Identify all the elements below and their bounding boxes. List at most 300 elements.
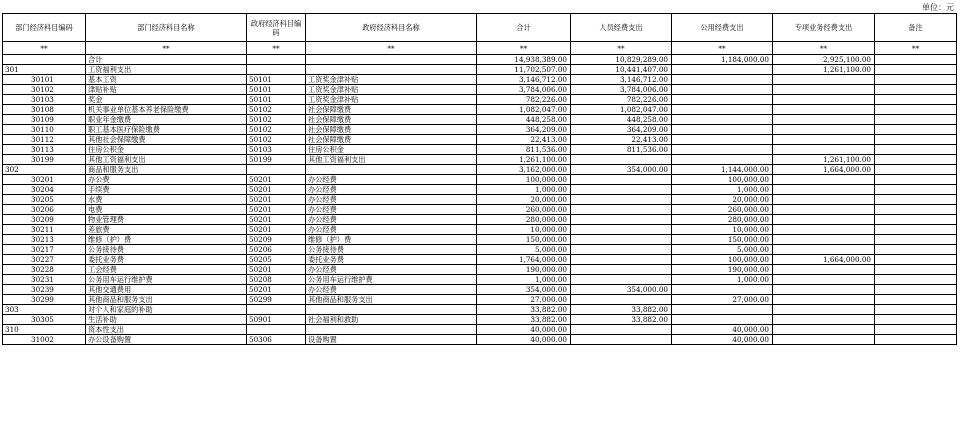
marker-cell: ** <box>306 42 477 55</box>
note-cell <box>875 295 957 305</box>
special-cell <box>773 205 875 215</box>
gov-name-cell: 办公经费 <box>306 175 477 185</box>
dept-name-cell: 职工基本医疗保险缴费 <box>86 125 247 135</box>
table-row <box>3 245 957 255</box>
public-cell: 100,000.00 <box>672 255 773 265</box>
total-cell: 1,000.00 <box>477 185 571 195</box>
dept-name-cell: 其他社会保障缴费 <box>86 135 247 145</box>
dept-code-cell: 30211 <box>3 225 86 235</box>
dept-name-cell: 公务用车运行维护费 <box>86 275 247 285</box>
note-cell <box>875 195 957 205</box>
gov-code-cell: 50201 <box>247 175 306 185</box>
dept-code-cell: 30103 <box>3 95 86 105</box>
personnel-cell <box>571 185 672 195</box>
dept-name-cell: 其他商品和服务支出 <box>86 295 247 305</box>
table-row <box>3 215 957 225</box>
dept-name-cell: 电费 <box>86 205 247 215</box>
note-cell <box>875 315 957 325</box>
note-cell <box>875 245 957 255</box>
table-row <box>3 315 957 325</box>
gov-name-cell: 社会福利和救助 <box>306 315 477 325</box>
header-note: 备注 <box>875 14 957 42</box>
dept-code-cell: 30299 <box>3 295 86 305</box>
dept-name-cell: 资本性支出 <box>86 325 247 335</box>
dept-code-cell: 30217 <box>3 245 86 255</box>
dept-code-cell: 30204 <box>3 185 86 195</box>
marker-cell: ** <box>247 42 306 55</box>
table-row <box>3 165 957 175</box>
header-public: 公用经费支出 <box>672 14 773 42</box>
public-cell: 1,144,000.00 <box>672 165 773 175</box>
personnel-cell: 22,413.00 <box>571 135 672 145</box>
personnel-cell: 3,784,006.00 <box>571 85 672 95</box>
total-cell: 782,226.00 <box>477 95 571 105</box>
marker-cell: ** <box>875 42 957 55</box>
dept-name-cell: 维修（护）费 <box>86 235 247 245</box>
public-cell: 20,000.00 <box>672 195 773 205</box>
gov-code-cell: 50101 <box>247 75 306 85</box>
dept-code-cell: 30206 <box>3 205 86 215</box>
table-row <box>3 225 957 235</box>
personnel-cell: 10,829,289.00 <box>571 55 672 65</box>
gov-code-cell: 50102 <box>247 105 306 115</box>
header-personnel: 人员经费支出 <box>571 14 672 42</box>
expenditure-table <box>2 13 957 345</box>
dept-name-cell: 工会经费 <box>86 265 247 275</box>
table-row <box>3 295 957 305</box>
total-cell: 40,000.00 <box>477 325 571 335</box>
note-cell <box>875 55 957 65</box>
dept-name-cell: 水费 <box>86 195 247 205</box>
total-cell: 40,000.00 <box>477 335 571 345</box>
gov-name-cell: 其他工资福利支出 <box>306 155 477 165</box>
table-row <box>3 65 957 75</box>
note-cell <box>875 335 957 345</box>
gov-name-cell: 社会保障缴费 <box>306 115 477 125</box>
dept-code-cell: 31002 <box>3 335 86 345</box>
header-gov-code: 政府经济科目编码 <box>247 14 306 42</box>
total-cell: 33,882.00 <box>477 315 571 325</box>
gov-code-cell: 50201 <box>247 185 306 195</box>
public-cell <box>672 115 773 125</box>
special-cell: 2,925,100.00 <box>773 55 875 65</box>
gov-name-cell: 办公经费 <box>306 185 477 195</box>
public-cell <box>672 105 773 115</box>
table-row <box>3 55 957 65</box>
note-cell <box>875 215 957 225</box>
special-cell <box>773 325 875 335</box>
total-cell: 150,000.00 <box>477 235 571 245</box>
dept-code-cell: 30112 <box>3 135 86 145</box>
dept-code-cell: 30227 <box>3 255 86 265</box>
special-cell <box>773 265 875 275</box>
table-row <box>3 205 957 215</box>
total-cell: 5,000.00 <box>477 245 571 255</box>
personnel-cell <box>571 295 672 305</box>
personnel-cell <box>571 235 672 245</box>
note-cell <box>875 265 957 275</box>
dept-name-cell: 商品和服务支出 <box>86 165 247 175</box>
note-cell <box>875 75 957 85</box>
public-cell <box>672 315 773 325</box>
gov-code-cell: 50102 <box>247 125 306 135</box>
total-cell: 260,000.00 <box>477 205 571 215</box>
dept-name-cell: 办公设备购置 <box>86 335 247 345</box>
personnel-cell: 3,146,712.00 <box>571 75 672 85</box>
note-cell <box>875 175 957 185</box>
gov-name-cell <box>306 65 477 75</box>
table-row <box>3 235 957 245</box>
gov-name-cell: 公务用车运行维护费 <box>306 275 477 285</box>
public-cell: 190,000.00 <box>672 265 773 275</box>
dept-code-cell: 30109 <box>3 115 86 125</box>
marker-cell: ** <box>3 42 86 55</box>
table-row <box>3 275 957 285</box>
special-cell <box>773 195 875 205</box>
gov-code-cell: 50306 <box>247 335 306 345</box>
gov-name-cell: 办公经费 <box>306 205 477 215</box>
table-row <box>3 265 957 275</box>
total-cell: 1,000.00 <box>477 275 571 285</box>
dept-code-cell: 301 <box>3 65 86 75</box>
gov-name-cell <box>306 165 477 175</box>
dept-name-cell: 对个人和家庭的补助 <box>86 305 247 315</box>
public-cell <box>672 155 773 165</box>
total-cell: 364,209.00 <box>477 125 571 135</box>
dept-name-cell: 生活补助 <box>86 315 247 325</box>
public-cell <box>672 75 773 85</box>
public-cell: 10,000.00 <box>672 225 773 235</box>
note-cell <box>875 275 957 285</box>
unit-label: 单位：元 <box>922 3 954 12</box>
marker-cell: ** <box>86 42 247 55</box>
special-cell <box>773 115 875 125</box>
gov-code-cell <box>247 305 306 315</box>
total-cell: 20,000.00 <box>477 195 571 205</box>
personnel-cell <box>571 325 672 335</box>
table-row <box>3 155 957 165</box>
gov-name-cell: 社会保障缴费 <box>306 135 477 145</box>
dept-name-cell: 办公费 <box>86 175 247 185</box>
gov-name-cell: 其他商品和服务支出 <box>306 295 477 305</box>
dept-code-cell: 30205 <box>3 195 86 205</box>
dept-code-cell: 30231 <box>3 275 86 285</box>
public-cell: 1,000.00 <box>672 185 773 195</box>
gov-code-cell: 50201 <box>247 215 306 225</box>
gov-code-cell <box>247 325 306 335</box>
special-cell: 1,664,000.00 <box>773 165 875 175</box>
gov-name-cell: 委托业务费 <box>306 255 477 265</box>
dept-code-cell: 30213 <box>3 235 86 245</box>
special-cell <box>773 75 875 85</box>
personnel-cell <box>571 205 672 215</box>
gov-code-cell: 50299 <box>247 295 306 305</box>
personnel-cell: 1,082,047.00 <box>571 105 672 115</box>
marker-cell: ** <box>672 42 773 55</box>
gov-name-cell: 办公经费 <box>306 215 477 225</box>
gov-code-cell: 50201 <box>247 265 306 275</box>
gov-name-cell: 社会保障缴费 <box>306 125 477 135</box>
personnel-cell: 811,536.00 <box>571 145 672 155</box>
special-cell: 1,664,000.00 <box>773 255 875 265</box>
table-row <box>3 325 957 335</box>
personnel-cell: 364,209.00 <box>571 125 672 135</box>
note-cell <box>875 165 957 175</box>
dept-code-cell: 30201 <box>3 175 86 185</box>
gov-name-cell: 办公经费 <box>306 285 477 295</box>
gov-name-cell: 办公经费 <box>306 195 477 205</box>
total-cell: 10,000.00 <box>477 225 571 235</box>
total-cell: 280,000.00 <box>477 215 571 225</box>
total-cell: 100,000.00 <box>477 175 571 185</box>
note-cell <box>875 225 957 235</box>
table-row <box>3 95 957 105</box>
total-cell: 1,764,000.00 <box>477 255 571 265</box>
gov-code-cell: 50201 <box>247 285 306 295</box>
special-cell <box>773 225 875 235</box>
total-cell: 33,882.00 <box>477 305 571 315</box>
personnel-cell: 782,226.00 <box>571 95 672 105</box>
table-row <box>3 305 957 315</box>
total-cell: 11,702,507.00 <box>477 65 571 75</box>
gov-code-cell: 50208 <box>247 275 306 285</box>
personnel-cell: 354,000.00 <box>571 285 672 295</box>
personnel-cell <box>571 245 672 255</box>
total-cell: 3,146,712.00 <box>477 75 571 85</box>
public-cell <box>672 95 773 105</box>
table-row <box>3 175 957 185</box>
dept-name-cell: 合计 <box>86 55 247 65</box>
special-cell <box>773 135 875 145</box>
marker-cell: ** <box>477 42 571 55</box>
gov-code-cell: 50206 <box>247 245 306 255</box>
personnel-cell: 33,882.00 <box>571 315 672 325</box>
public-cell: 150,000.00 <box>672 235 773 245</box>
total-cell: 811,536.00 <box>477 145 571 155</box>
gov-name-cell: 住房公积金 <box>306 145 477 155</box>
header-total: 合计 <box>477 14 571 42</box>
header-gov-name: 政府经济科目名称 <box>306 14 477 42</box>
dept-code-cell: 30113 <box>3 145 86 155</box>
special-cell: 1,261,100.00 <box>773 65 875 75</box>
dept-code-cell: 30228 <box>3 265 86 275</box>
marker-row <box>3 42 957 55</box>
note-cell <box>875 95 957 105</box>
dept-name-cell: 其他交通费用 <box>86 285 247 295</box>
total-cell: 3,784,006.00 <box>477 85 571 95</box>
gov-name-cell: 办公经费 <box>306 225 477 235</box>
special-cell: 1,261,100.00 <box>773 155 875 165</box>
special-cell <box>773 245 875 255</box>
dept-code-cell: 30305 <box>3 315 86 325</box>
personnel-cell <box>571 195 672 205</box>
dept-name-cell: 职业年金缴费 <box>86 115 247 125</box>
dept-name-cell: 委托业务费 <box>86 255 247 265</box>
table-row <box>3 195 957 205</box>
note-cell <box>875 155 957 165</box>
total-cell: 27,000.00 <box>477 295 571 305</box>
gov-code-cell <box>247 65 306 75</box>
total-cell: 22,413.00 <box>477 135 571 145</box>
public-cell: 40,000.00 <box>672 335 773 345</box>
dept-code-cell: 310 <box>3 325 86 335</box>
header-row <box>3 14 957 42</box>
gov-name-cell: 工资奖金津补贴 <box>306 75 477 85</box>
personnel-cell: 448,258.00 <box>571 115 672 125</box>
special-cell <box>773 145 875 155</box>
note-cell <box>875 145 957 155</box>
special-cell <box>773 295 875 305</box>
gov-code-cell <box>247 165 306 175</box>
table-row <box>3 145 957 155</box>
gov-code-cell: 50901 <box>247 315 306 325</box>
table-row <box>3 125 957 135</box>
special-cell <box>773 215 875 225</box>
gov-code-cell: 50205 <box>247 255 306 265</box>
gov-name-cell: 社会保障缴费 <box>306 105 477 115</box>
gov-code-cell: 50209 <box>247 235 306 245</box>
public-cell: 40,000.00 <box>672 325 773 335</box>
total-cell: 354,000.00 <box>477 285 571 295</box>
dept-code-cell: 30102 <box>3 85 86 95</box>
special-cell <box>773 305 875 315</box>
header-dept-code: 部门经济科目编码 <box>3 14 86 42</box>
special-cell <box>773 95 875 105</box>
note-cell <box>875 65 957 75</box>
gov-code-cell: 50101 <box>247 85 306 95</box>
dept-name-cell: 差旅费 <box>86 225 247 235</box>
personnel-cell <box>571 335 672 345</box>
public-cell: 1,000.00 <box>672 275 773 285</box>
personnel-cell <box>571 255 672 265</box>
special-cell <box>773 125 875 135</box>
gov-name-cell <box>306 305 477 315</box>
gov-code-cell: 50101 <box>247 95 306 105</box>
note-cell <box>875 285 957 295</box>
total-cell: 1,082,047.00 <box>477 105 571 115</box>
dept-code-cell <box>3 55 86 65</box>
special-cell <box>773 335 875 345</box>
public-cell <box>672 65 773 75</box>
table-row <box>3 335 957 345</box>
special-cell <box>773 85 875 95</box>
special-cell <box>773 315 875 325</box>
dept-name-cell: 公务接待费 <box>86 245 247 255</box>
personnel-cell <box>571 275 672 285</box>
table-row <box>3 115 957 125</box>
note-cell <box>875 205 957 215</box>
dept-name-cell: 住房公积金 <box>86 145 247 155</box>
note-cell <box>875 305 957 315</box>
table-row <box>3 75 957 85</box>
note-cell <box>875 325 957 335</box>
public-cell: 260,000.00 <box>672 205 773 215</box>
note-cell <box>875 235 957 245</box>
marker-cell: ** <box>773 42 875 55</box>
special-cell <box>773 105 875 115</box>
total-cell: 3,162,000.00 <box>477 165 571 175</box>
note-cell <box>875 125 957 135</box>
special-cell <box>773 235 875 245</box>
special-cell <box>773 175 875 185</box>
personnel-cell <box>571 175 672 185</box>
personnel-cell: 10,441,407.00 <box>571 65 672 75</box>
gov-code-cell: 50102 <box>247 115 306 125</box>
dept-name-cell: 基本工资 <box>86 75 247 85</box>
total-cell: 448,258.00 <box>477 115 571 125</box>
dept-code-cell: 302 <box>3 165 86 175</box>
gov-code-cell: 50102 <box>247 135 306 145</box>
gov-code-cell <box>247 55 306 65</box>
table-row <box>3 185 957 195</box>
dept-code-cell: 30108 <box>3 105 86 115</box>
table-row <box>3 285 957 295</box>
gov-name-cell <box>306 325 477 335</box>
public-cell <box>672 135 773 145</box>
dept-code-cell: 30199 <box>3 155 86 165</box>
personnel-cell: 33,882.00 <box>571 305 672 315</box>
note-cell <box>875 185 957 195</box>
personnel-cell: 354,000.00 <box>571 165 672 175</box>
dept-name-cell: 津贴补贴 <box>86 85 247 95</box>
gov-name-cell: 工资奖金津补贴 <box>306 85 477 95</box>
gov-name-cell: 维修（护）费 <box>306 235 477 245</box>
table-row <box>3 85 957 95</box>
note-cell <box>875 115 957 125</box>
public-cell: 100,000.00 <box>672 175 773 185</box>
dept-name-cell: 奖金 <box>86 95 247 105</box>
note-cell <box>875 135 957 145</box>
public-cell: 27,000.00 <box>672 295 773 305</box>
personnel-cell <box>571 225 672 235</box>
public-cell <box>672 85 773 95</box>
dept-code-cell: 30239 <box>3 285 86 295</box>
header-special: 专项业务经费支出 <box>773 14 875 42</box>
gov-code-cell: 50103 <box>247 145 306 155</box>
note-cell <box>875 105 957 115</box>
personnel-cell <box>571 265 672 275</box>
gov-code-cell: 50201 <box>247 195 306 205</box>
public-cell <box>672 305 773 315</box>
gov-code-cell: 50199 <box>247 155 306 165</box>
dept-code-cell: 30110 <box>3 125 86 135</box>
public-cell: 5,000.00 <box>672 245 773 255</box>
dept-name-cell: 机关事业单位基本养老保险缴费 <box>86 105 247 115</box>
dept-code-cell: 30209 <box>3 215 86 225</box>
special-cell <box>773 275 875 285</box>
gov-name-cell <box>306 55 477 65</box>
gov-code-cell: 50201 <box>247 225 306 235</box>
table-row <box>3 105 957 115</box>
table-row <box>3 255 957 265</box>
public-cell <box>672 145 773 155</box>
header-dept-name: 部门经济科目名称 <box>86 14 247 42</box>
personnel-cell <box>571 215 672 225</box>
special-cell <box>773 185 875 195</box>
gov-name-cell: 设备购置 <box>306 335 477 345</box>
marker-cell: ** <box>571 42 672 55</box>
public-cell: 1,184,000.00 <box>672 55 773 65</box>
total-cell: 14,938,389.00 <box>477 55 571 65</box>
gov-name-cell: 工资奖金津补贴 <box>306 95 477 105</box>
dept-code-cell: 303 <box>3 305 86 315</box>
dept-code-cell: 30101 <box>3 75 86 85</box>
dept-name-cell: 物业管理费 <box>86 215 247 225</box>
table-body <box>3 55 957 345</box>
gov-name-cell: 办公经费 <box>306 265 477 275</box>
note-cell <box>875 85 957 95</box>
special-cell <box>773 285 875 295</box>
